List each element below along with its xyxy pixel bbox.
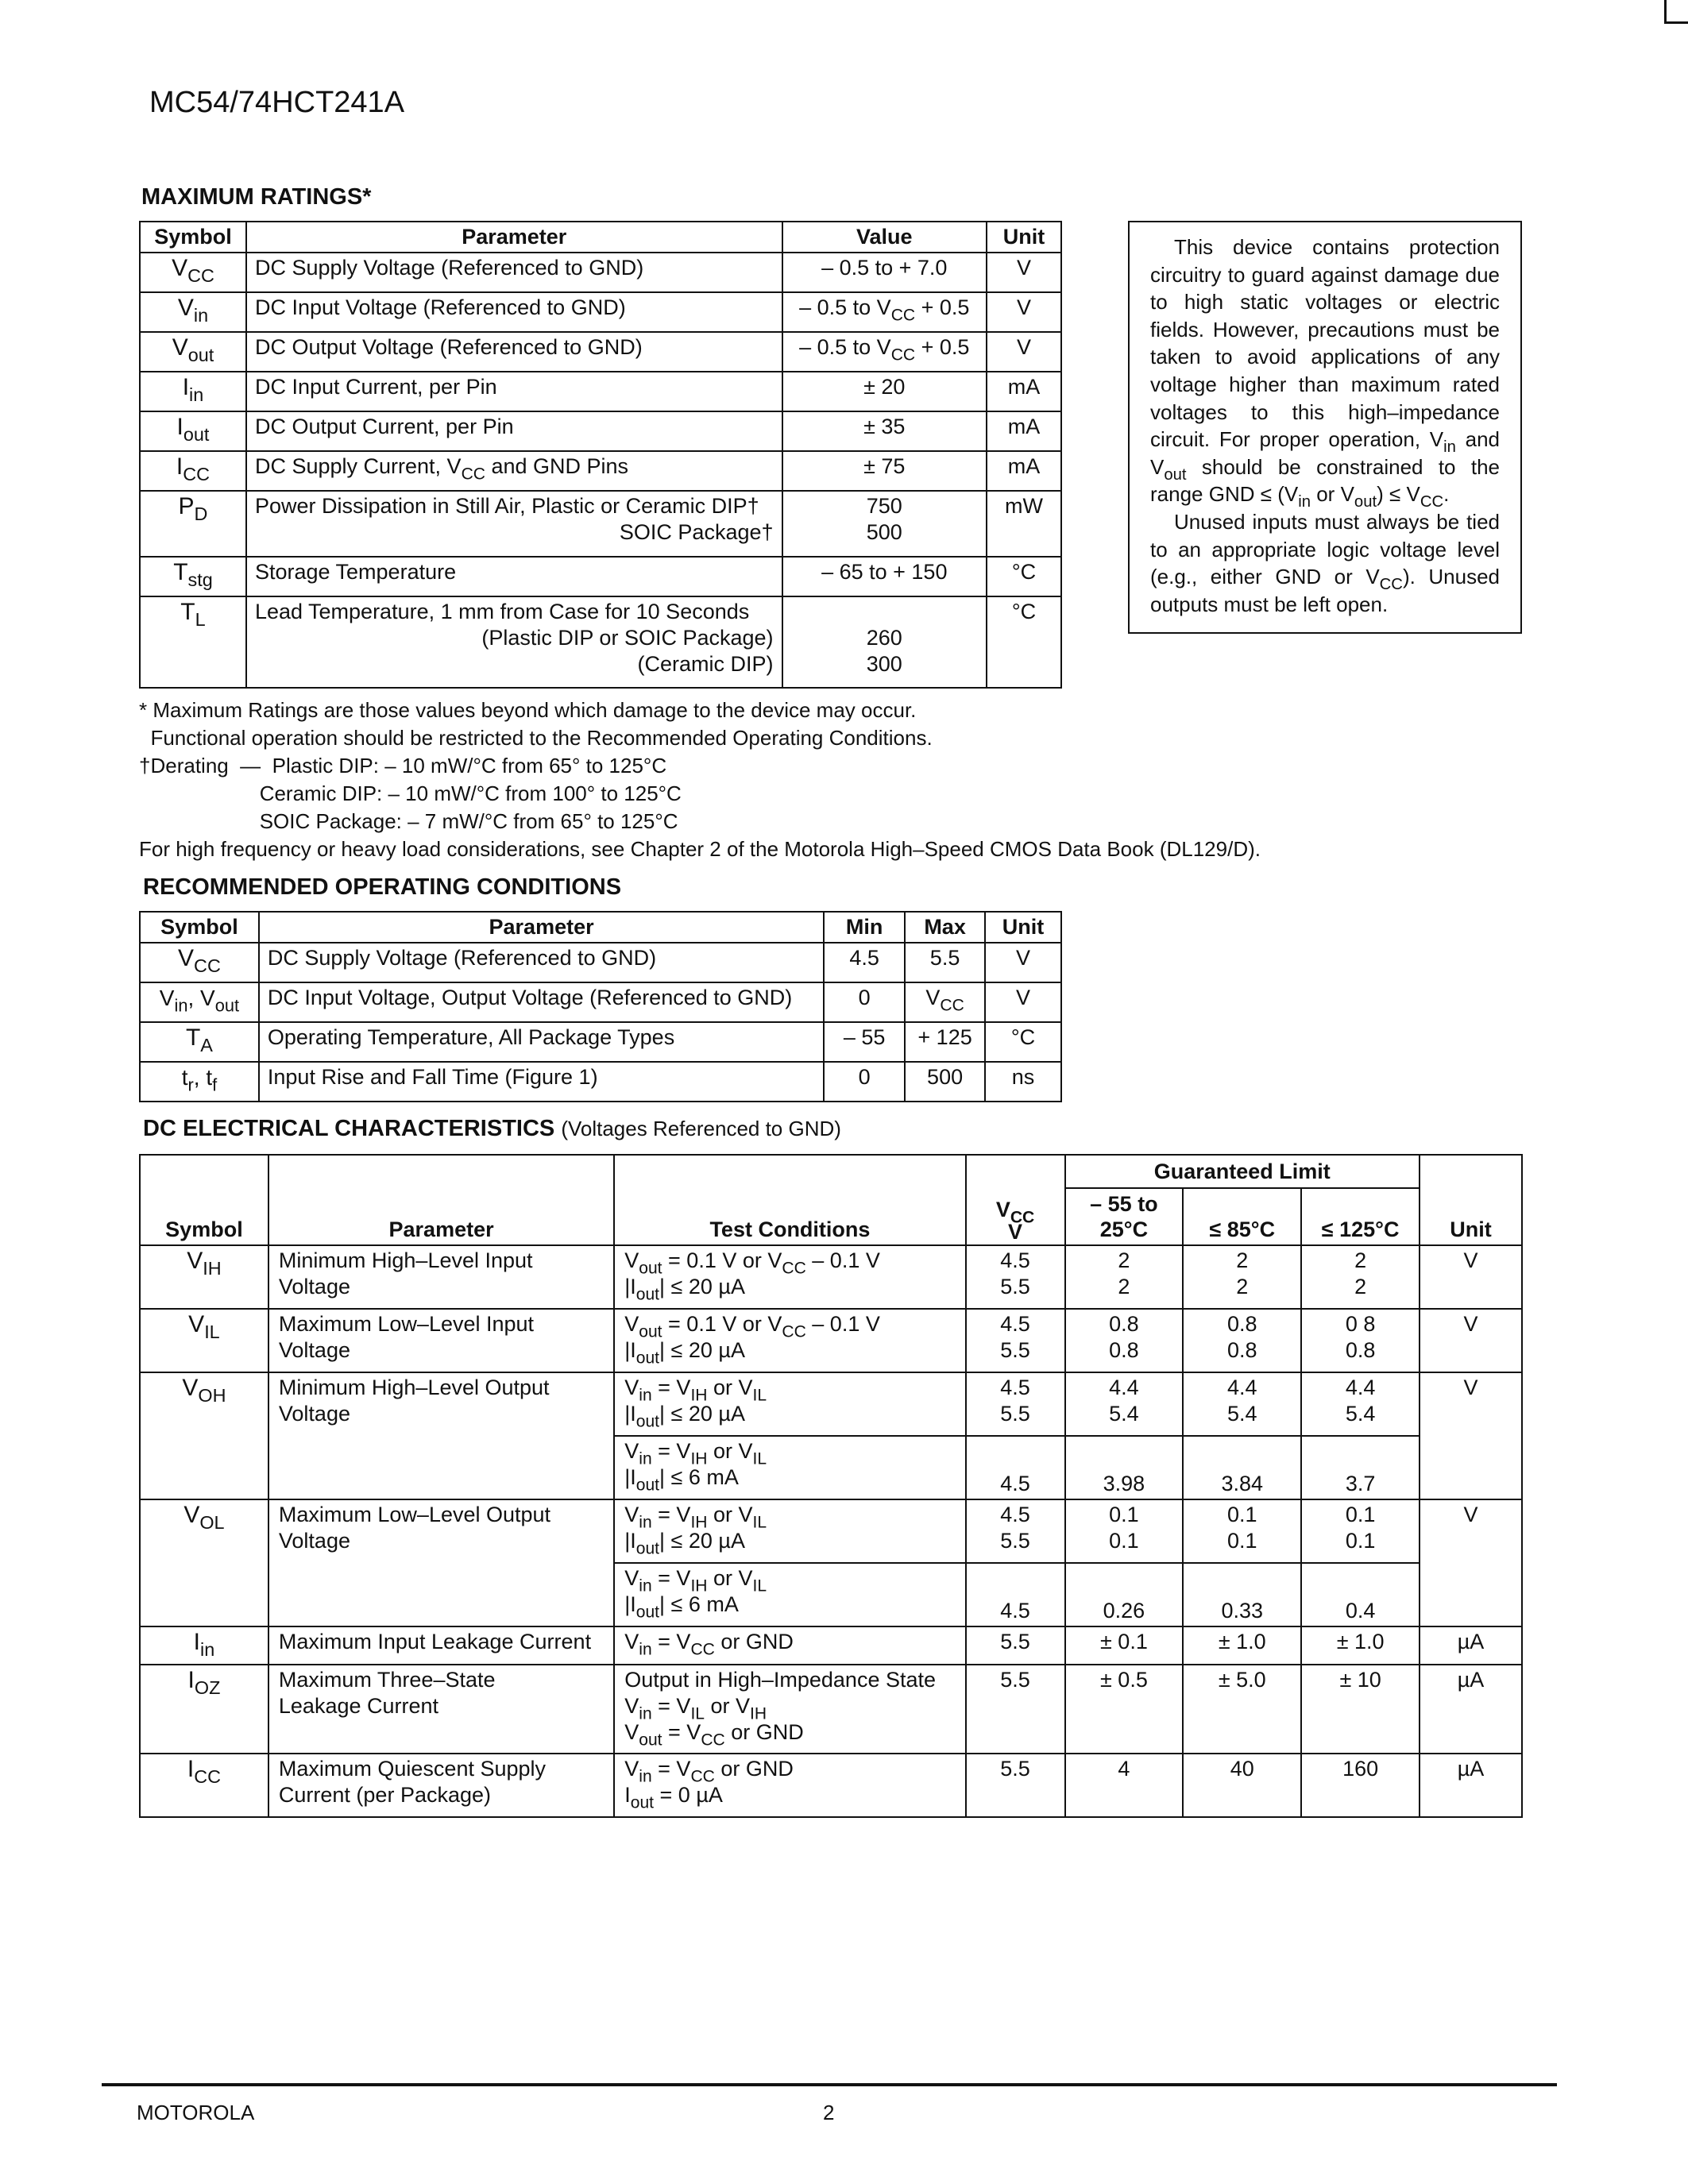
note-paragraph: Unused inputs must always be tied to an appropriate logic voltage level (e.g., either GND or $V_{CC}$). Unused outputs must be left open. [1150,509,1500,616]
vcc: 4.5 5.5 [966,1372,1065,1436]
limit-85: 4.4 5.4 [1183,1372,1301,1436]
limit-25: ± 0.1 [1065,1626,1184,1665]
min: – 55 [824,1022,905,1062]
limit-125: 0 8 0.8 [1301,1309,1420,1372]
col-temp-125: ≤ 125°C [1301,1188,1420,1245]
col-unit: Unit [985,912,1061,943]
table-row [140,292,1061,332]
max: 500 [905,1062,985,1102]
parameter: DC Output Voltage (Referenced to GND) [246,332,782,372]
limit-125: 160 [1301,1754,1420,1817]
unit: V [1420,1245,1522,1309]
vcc: 5.5 [966,1754,1065,1817]
limit-125: ± 10 [1301,1665,1420,1754]
test-conditions: $V_{in} = V_{IH}$ or $V_{IL}$ $|I_{out}| \le 20$ µA [614,1372,965,1436]
col-symbol: Symbol [140,1155,268,1245]
col-max: Max [905,912,985,943]
footer-rule [102,2083,1557,2086]
test-conditions: $V_{in} = V_{CC}$ or GND $I_{out} = 0$ µA [614,1754,965,1817]
table-row [140,1372,1522,1436]
table-row [140,1022,1061,1062]
unit: V [985,943,1061,982]
unit: °C [987,596,1061,688]
col-symbol: Symbol [140,222,246,253]
unit: V [1420,1372,1522,1499]
test-conditions: $V_{out} = 0.1$ V or $V_{CC} - 0.1$ V $|I_{out}| \le 20$ µA [614,1245,965,1309]
crop-mark [1664,0,1688,24]
limit-25: 0.26 [1065,1563,1184,1626]
symbol: $V_{OL}$ [140,1499,268,1626]
limit-85: 40 [1183,1754,1301,1817]
limit-85: 2 2 [1183,1245,1301,1309]
parameter: DC Input Voltage, Output Voltage (Referenced to GND) [259,982,824,1022]
symbol: $V_{in}$ [140,292,246,332]
limit-25: 4 [1065,1754,1184,1817]
unit: mA [987,372,1061,411]
symbol: $I_{out}$ [140,411,246,451]
col-guaranteed-limit: Guaranteed Limit [1065,1155,1420,1188]
parameter: Input Rise and Fall Time (Figure 1) [259,1062,824,1102]
protection-note [1128,221,1522,634]
unit: °C [987,557,1061,596]
limit-25: 3.98 [1065,1436,1184,1499]
unit: V [1420,1499,1522,1626]
unit: ns [985,1062,1061,1102]
parameter: DC Supply Voltage (Referenced to GND) [259,943,824,982]
page-number: 2 [823,2101,835,2124]
table-row [140,1754,1522,1817]
table-row [140,596,1061,688]
recommended-title: RECOMMENDED OPERATING CONDITIONS [143,874,622,900]
symbol: $T_L$ [140,596,246,688]
parameter: DC Input Current, per Pin [246,372,782,411]
limit-25: 2 2 [1065,1245,1184,1309]
value: ± 75 [782,451,987,491]
unit: V [987,253,1061,292]
max: 5.5 [905,943,985,982]
parameter: Operating Temperature, All Package Types [259,1022,824,1062]
col-vcc: $V_{CC}$ V [966,1155,1065,1245]
vcc: 5.5 [966,1665,1065,1754]
unit: V [985,982,1061,1022]
unit: °C [985,1022,1061,1062]
test-conditions: Output in High–Impedance State $V_{in} = V_{IL}$ or $V_{IH}$ $V_{out} = V_{CC}$ or GND [614,1665,965,1754]
symbol: $t_r$, $t_f$ [140,1062,259,1102]
unit: V [987,332,1061,372]
col-unit: Unit [987,222,1061,253]
limit-85: 0.8 0.8 [1183,1309,1301,1372]
value: ± 35 [782,411,987,451]
symbol: $V_{OH}$ [140,1372,268,1499]
symbol: $I_{OZ}$ [140,1665,268,1754]
table-row [140,491,1061,557]
limit-125: 0.4 [1301,1563,1420,1626]
parameter: DC Output Current, per Pin [246,411,782,451]
max-ratings-table [139,221,1062,689]
table-row [140,253,1061,292]
parameter: Minimum High–Level Input Voltage [268,1245,614,1309]
parameter: DC Supply Voltage (Referenced to GND) [246,253,782,292]
limit-85: ± 5.0 [1183,1665,1301,1754]
table-row [140,1499,1522,1563]
table-row [140,1062,1061,1102]
parameter: Minimum High–Level Output Voltage [268,1372,614,1499]
unit: µA [1420,1665,1522,1754]
limit-85: ± 1.0 [1183,1626,1301,1665]
col-temp-25: – 55 to 25°C [1065,1188,1184,1245]
value: 260 300 [782,596,987,688]
col-symbol: Symbol [140,912,259,943]
recommended-table [139,911,1062,1102]
parameter: DC Supply Current, $V_{CC}$ and GND Pins [246,451,782,491]
unit: mA [987,451,1061,491]
parameter: Power Dissipation in Still Air, Plastic or Ceramic DIP† SOIC Package† [246,491,782,557]
parameter: Maximum Low–Level Output Voltage [268,1499,614,1626]
footnotes: * Maximum Ratings are those values beyond which damage to the device may occur. Functional operation should be restricted to the Recommended Operating Conditions. †Derating — Plastic DIP: – 10 mW/°C from 65° to 125°C Ceramic DIP: – 10 mW/°C from 100° to 125°C SOIC Package: – 7 mW/°C from 65° to 125°C For high frequency or heavy load considerations, see Chapter 2 of the Motorola High–Speed CMOS Data Book (DL129/D). [139,698,1261,861]
max-ratings-title: MAXIMUM RATINGS* [141,184,372,210]
col-temp-85: ≤ 85°C [1183,1188,1301,1245]
unit: µA [1420,1626,1522,1665]
col-value: Value [782,222,987,253]
limit-25: 0.8 0.8 [1065,1309,1184,1372]
note-paragraph: This device contains protection circuitry to guard against damage due to high static voltages or electric fields. However, precautions must be taken to avoid applications of any voltage higher than maximum rated voltages to this high–impedance circuit. For proper operation, $V_{in}$ and $V_{out}$ should be constrained to the range GND ≤ ($V_{in}$ or $V_{out}) \le V_{CC}$. [1150,235,1501,511]
value: 750 500 [782,491,987,557]
table-row [140,451,1061,491]
parameter: Maximum Three–State Leakage Current [268,1665,614,1754]
table-row [140,1665,1522,1754]
limit-25: 4.4 5.4 [1065,1372,1184,1436]
dc-characteristics-table [139,1154,1523,1818]
table-row [140,372,1061,411]
value: – 0.5 to $V_{CC} + 0.5$ [782,292,987,332]
max: + 125 [905,1022,985,1062]
value: – 0.5 to + 7.0 [782,253,987,292]
limit-25: ± 0.5 [1065,1665,1184,1754]
table-row [140,943,1061,982]
table-row [140,1245,1522,1309]
table-row [140,1626,1522,1665]
limit-85: 0.33 [1183,1563,1301,1626]
parameter: Maximum Input Leakage Current [268,1626,614,1665]
table-header [140,912,1061,943]
limit-125: 2 2 [1301,1245,1420,1309]
symbol: $I_{CC}$ [140,1754,268,1817]
symbol: $V_{IL}$ [140,1309,268,1372]
unit: V [987,292,1061,332]
test-conditions: $V_{out} = 0.1$ V or $V_{CC} - 0.1$ V $|I_{out}| \le 20$ µA [614,1309,965,1372]
value: – 0.5 to $V_{CC} + 0.5$ [782,332,987,372]
col-parameter: Parameter [246,222,782,253]
limit-85: 3.84 [1183,1436,1301,1499]
symbol: $V_{CC}$ [140,253,246,292]
limit-125: 0.1 0.1 [1301,1499,1420,1563]
limit-125: 4.4 5.4 [1301,1372,1420,1436]
table-row [140,411,1061,451]
symbol: $I_{in}$ [140,1626,268,1665]
symbol: $I_{CC}$ [140,451,246,491]
table-header [140,1155,1522,1188]
parameter: DC Input Voltage (Referenced to GND) [246,292,782,332]
vcc: 4.5 5.5 [966,1245,1065,1309]
symbol: $V_{in}$, $V_{out}$ [140,982,259,1022]
parameter: Maximum Low–Level Input Voltage [268,1309,614,1372]
min: 0 [824,1062,905,1102]
page-title: MC54/74HCT241A [149,86,405,119]
unit: mA [987,411,1061,451]
vcc: 4.5 5.5 [966,1499,1065,1563]
symbol: $V_{out}$ [140,332,246,372]
symbol: $I_{in}$ [140,372,246,411]
symbol: $V_{IH}$ [140,1245,268,1309]
vcc: 4.5 [966,1563,1065,1626]
footer-brand: MOTOROLA [137,2101,255,2124]
vcc: 4.5 [966,1436,1065,1499]
parameter: Storage Temperature [246,557,782,596]
table-header [140,222,1061,253]
test-conditions: $V_{in} = V_{IH}$ or $V_{IL}$ $|I_{out}| \le 6$ mA [614,1436,965,1499]
table-row [140,982,1061,1022]
limit-85: 0.1 0.1 [1183,1499,1301,1563]
test-conditions: $V_{in} = V_{IH}$ or $V_{IL}$ $|I_{out}| \le 20$ µA [614,1499,965,1563]
test-conditions: $V_{in} = V_{CC}$ or GND [614,1626,965,1665]
symbol: $V_{CC}$ [140,943,259,982]
min: 0 [824,982,905,1022]
vcc: 5.5 [966,1626,1065,1665]
limit-125: ± 1.0 [1301,1626,1420,1665]
symbol: $T_A$ [140,1022,259,1062]
limit-125: 3.7 [1301,1436,1420,1499]
unit: µA [1420,1754,1522,1817]
table-row [140,332,1061,372]
col-min: Min [824,912,905,943]
unit: V [1420,1309,1522,1372]
value: ± 20 [782,372,987,411]
dc-subtitle: (Voltages Referenced to GND) [561,1117,841,1140]
col-parameter: Parameter [259,912,824,943]
symbol: $T_{stg}$ [140,557,246,596]
col-test-conditions: Test Conditions [614,1155,965,1245]
dc-title: DC ELECTRICAL CHARACTERISTICS (Voltages Referenced to GND) [143,1116,841,1141]
test-conditions: $V_{in} = V_{IH}$ or $V_{IL}$ $|I_{out}| \le 6$ mA [614,1563,965,1626]
table-row [140,1309,1522,1372]
value: – 65 to + 150 [782,557,987,596]
limit-25: 0.1 0.1 [1065,1499,1184,1563]
col-unit: Unit [1420,1155,1522,1245]
vcc: 4.5 5.5 [966,1309,1065,1372]
unit: mW [987,491,1061,557]
symbol: $P_D$ [140,491,246,557]
col-parameter: Parameter [268,1155,614,1245]
max: $V_{CC}$ [905,982,985,1022]
parameter: Maximum Quiescent Supply Current (per Package) [268,1754,614,1817]
min: 4.5 [824,943,905,982]
table-row [140,557,1061,596]
parameter: Lead Temperature, 1 mm from Case for 10 Seconds (Plastic DIP or SOIC Package) (Ceramic DIP) [246,596,782,688]
